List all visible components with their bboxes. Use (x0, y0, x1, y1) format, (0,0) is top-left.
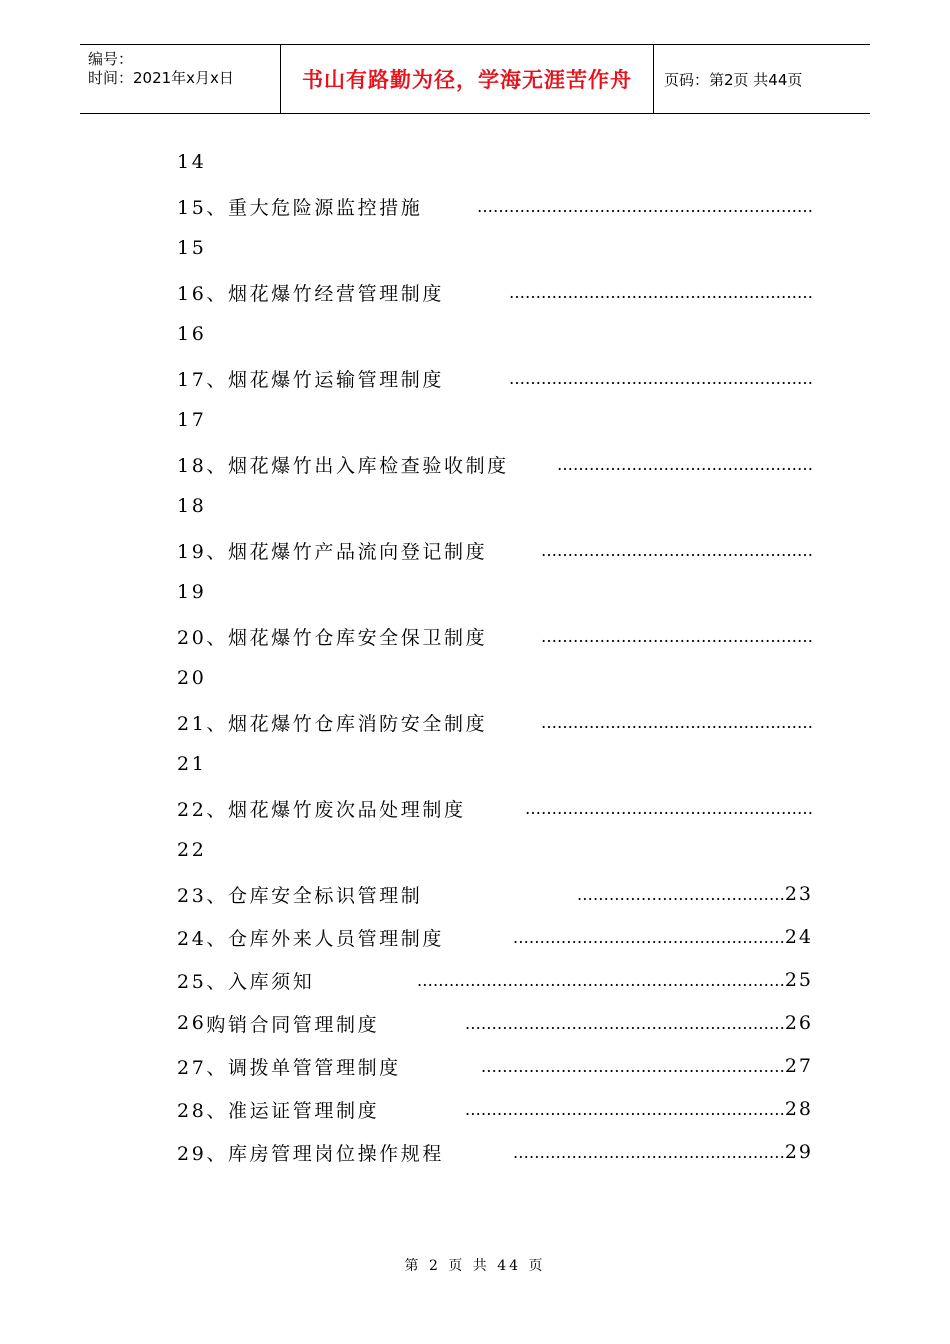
toc-entry-title: 烟花爆竹仓库安全保卫制度 (227, 626, 488, 649)
document-time-label: 时间：2021年x月x日 (88, 69, 234, 87)
toc-entry-number: 24、 (177, 927, 228, 950)
toc-entry-number: 16、 (177, 282, 228, 305)
toc-entry[interactable] (177, 707, 813, 737)
toc-page-number: 18 (177, 495, 207, 517)
toc-page-continuation (177, 319, 813, 349)
page-header (80, 44, 870, 114)
toc-entry-number: 26 (177, 1012, 207, 1034)
toc-entry-title: 库房管理岗位操作规程 (227, 1142, 444, 1165)
toc-leader-dots: ………………………………………………… (509, 368, 813, 388)
toc-entry-number: 23、 (177, 884, 228, 907)
toc-entry-number: 20、 (177, 626, 228, 649)
toc-entry-title: 准运证管理制度 (227, 1099, 380, 1122)
toc-page-number: 19 (177, 581, 207, 603)
toc-leader-dots: …………………………………………… (541, 540, 813, 560)
toc-entry-number: 29、 (177, 1142, 228, 1165)
toc-entry-title: 烟花爆竹出入库检查验收制度 (227, 454, 509, 477)
toc-page-continuation (177, 577, 813, 607)
toc-leader-dots: …………………………………………… (512, 1142, 785, 1162)
toc-leader-dots: ……………………………………………………… (477, 196, 813, 216)
header-meta (80, 45, 281, 113)
toc-entry[interactable] (177, 965, 813, 995)
toc-page-number: 22 (177, 839, 207, 861)
toc-entry-number: 22、 (177, 798, 228, 821)
toc-entry[interactable] (177, 449, 813, 479)
toc-entry-title: 重大危险源监控措施 (227, 196, 423, 219)
toc-page-number: 20 (177, 667, 207, 689)
toc-page-continuation (177, 749, 813, 779)
toc-leader-dots: ………………………………… (576, 884, 785, 904)
toc-page-number: 17 (177, 409, 207, 431)
toc-leader-dots: ………………………………………………… (509, 282, 813, 302)
toc-entry[interactable] (177, 535, 813, 565)
toc-entry-title: 购销合同管理制度 (206, 1013, 380, 1036)
toc-leader-dots: ………………………………………… (557, 454, 813, 474)
toc-page-continuation (177, 663, 813, 693)
toc-entry[interactable] (177, 922, 813, 952)
toc-entry[interactable] (177, 363, 813, 393)
toc-entry-title: 调拨单管管理制度 (227, 1056, 401, 1079)
toc-leader-dots: …………………………………………………………… (416, 970, 785, 990)
toc-page-continuation (177, 835, 813, 865)
toc-leader-dots: ……………………………………………… (525, 798, 813, 818)
toc-entry-number: 28、 (177, 1099, 228, 1122)
toc-entry-title: 入库须知 (227, 970, 315, 993)
document-number-label: 编号： (88, 50, 134, 68)
toc-entry[interactable] (177, 621, 813, 651)
toc-entry-page: 28 (784, 1098, 813, 1120)
toc-entry-page: 27 (784, 1055, 813, 1077)
toc-entry-number: 21、 (177, 712, 228, 735)
toc-page-number: 15 (177, 237, 207, 259)
toc-entry[interactable] (177, 793, 813, 823)
toc-page-number: 21 (177, 753, 207, 775)
toc-entry-title: 仓库安全标识管理制 (227, 884, 423, 907)
toc-leader-dots: …………………………………………… (541, 712, 813, 732)
toc-entry-title: 烟花爆竹仓库消防安全制度 (227, 712, 488, 735)
page-footer: 第 2 页 共 44 页 (404, 1258, 546, 1274)
toc-entry-page: 24 (784, 926, 813, 948)
toc-entry[interactable] (177, 1051, 813, 1081)
toc-entry-number: 17、 (177, 368, 228, 391)
toc-entry-number: 19、 (177, 540, 228, 563)
toc-entry-title: 烟花爆竹废次品处理制度 (227, 798, 466, 821)
toc-entry[interactable] (177, 1008, 813, 1038)
toc-leader-dots: ………………………………………………… (480, 1056, 785, 1076)
toc-leader-dots: …………………………………………………… (464, 1013, 785, 1033)
toc-entry-page: 26 (784, 1012, 813, 1034)
toc-page-number: 14 (177, 151, 207, 173)
toc-entry-title: 仓库外来人员管理制度 (227, 927, 444, 950)
toc-page-continuation (177, 233, 813, 263)
toc-entry[interactable] (177, 277, 813, 307)
toc-entry[interactable] (177, 1094, 813, 1124)
toc-entry-number: 25、 (177, 970, 228, 993)
toc-leader-dots: …………………………………………… (541, 626, 813, 646)
toc-page-continuation (177, 491, 813, 521)
toc-page-number: 16 (177, 323, 207, 345)
toc-entry[interactable] (177, 879, 813, 909)
toc-entry-page: 25 (784, 969, 813, 991)
toc-entry-title: 烟花爆竹运输管理制度 (227, 368, 444, 391)
toc-page-continuation (177, 147, 813, 177)
toc-entry-number: 27、 (177, 1056, 228, 1079)
toc-entry-page: 23 (784, 883, 813, 905)
toc-entry-title: 烟花爆竹产品流向登记制度 (227, 540, 488, 563)
toc-entry-number: 15、 (177, 196, 228, 219)
header-motto: 书山有路勤为径，学海无涯苦作舟 (281, 45, 654, 113)
header-page-info: 页码：第2页 共44页 (664, 70, 803, 89)
toc-entry-number: 18、 (177, 454, 228, 477)
toc-entry[interactable] (177, 1137, 813, 1167)
toc-page-continuation (177, 405, 813, 435)
toc-entry-page: 29 (784, 1141, 813, 1163)
toc-entry[interactable] (177, 191, 813, 221)
toc-entry-title: 烟花爆竹经营管理制度 (227, 282, 444, 305)
toc-leader-dots: …………………………………………………… (464, 1099, 785, 1119)
toc-leader-dots: …………………………………………… (512, 927, 785, 947)
